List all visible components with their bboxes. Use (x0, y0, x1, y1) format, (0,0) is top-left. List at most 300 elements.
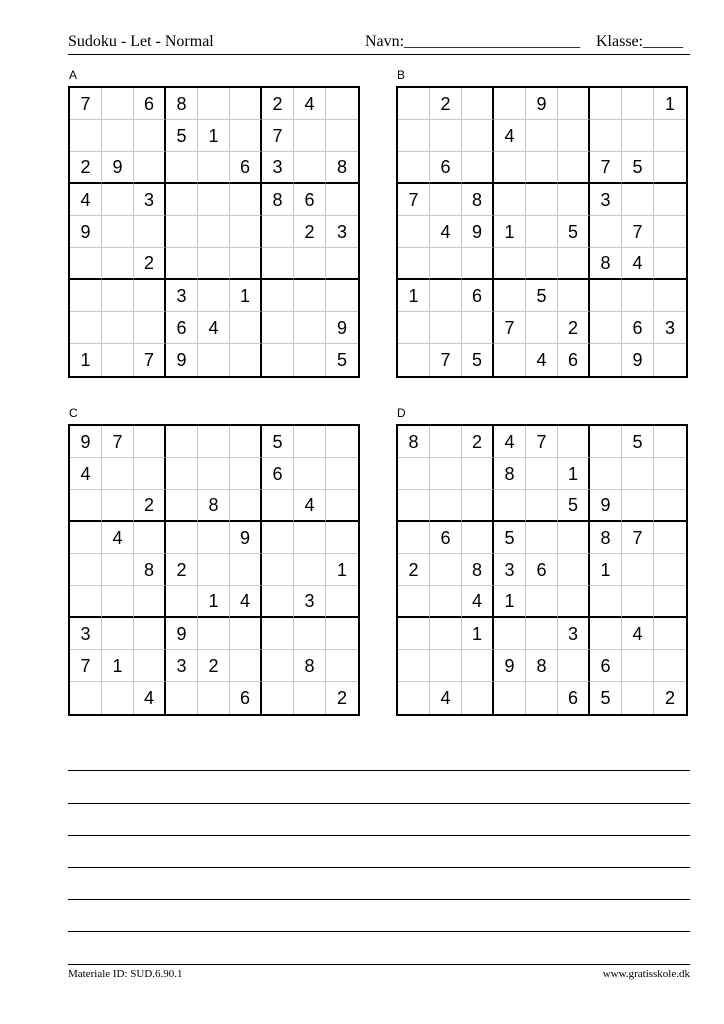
sudoku-cell (590, 344, 622, 376)
sudoku-cell (430, 312, 462, 344)
sudoku-cell: 6 (526, 554, 558, 586)
sudoku-cell (198, 618, 230, 650)
sudoku-cell (430, 458, 462, 490)
sudoku-cell (134, 618, 166, 650)
sudoku-cell (326, 248, 358, 280)
sudoku-cell (134, 152, 166, 184)
sudoku-cell (430, 618, 462, 650)
sudoku-cell: 8 (590, 522, 622, 554)
sudoku-cell: 4 (622, 248, 654, 280)
sudoku-cell (590, 458, 622, 490)
sudoku-cell (102, 490, 134, 522)
sudoku-cell (462, 248, 494, 280)
sudoku-cell: 9 (166, 618, 198, 650)
writing-line (68, 770, 690, 771)
sudoku-cell: 3 (326, 216, 358, 248)
sudoku-cell (262, 682, 294, 714)
sudoku-cell (326, 88, 358, 120)
sudoku-cell (294, 554, 326, 586)
sudoku-cell: 1 (198, 586, 230, 618)
sudoku-cell (102, 280, 134, 312)
sudoku-cell: 7 (398, 184, 430, 216)
sudoku-cell (198, 248, 230, 280)
sudoku-cell: 1 (326, 554, 358, 586)
sudoku-cell: 7 (622, 216, 654, 248)
sudoku-cell (558, 152, 590, 184)
sudoku-cell: 1 (654, 88, 686, 120)
sudoku-cell (326, 586, 358, 618)
sudoku-cell (590, 88, 622, 120)
sudoku-cell: 5 (462, 344, 494, 376)
sudoku-cell (654, 248, 686, 280)
sudoku-cell (558, 280, 590, 312)
sudoku-cell (102, 618, 134, 650)
sudoku-cell (526, 458, 558, 490)
sudoku-cell (262, 522, 294, 554)
sudoku-cell (526, 152, 558, 184)
sudoku-cell (70, 554, 102, 586)
puzzle-a-label: A (69, 68, 78, 82)
header-rule (68, 54, 690, 55)
sudoku-cell: 2 (134, 490, 166, 522)
sudoku-cell (494, 490, 526, 522)
sudoku-cell: 1 (198, 120, 230, 152)
sudoku-cell (198, 88, 230, 120)
sudoku-grid-d (396, 424, 688, 716)
footer-rule (68, 964, 690, 965)
sudoku-cell (326, 184, 358, 216)
sudoku-cell (70, 280, 102, 312)
sudoku-cell: 2 (294, 216, 326, 248)
sudoku-cell: 6 (430, 152, 462, 184)
sudoku-cell (230, 312, 262, 344)
sudoku-cell (398, 618, 430, 650)
sudoku-cell (654, 152, 686, 184)
sudoku-cell: 5 (622, 426, 654, 458)
sudoku-cell (494, 88, 526, 120)
sudoku-cell (622, 280, 654, 312)
sudoku-cell (622, 586, 654, 618)
sudoku-cell (198, 522, 230, 554)
sudoku-cell: 4 (622, 618, 654, 650)
sudoku-cell: 4 (494, 120, 526, 152)
sudoku-cell (70, 490, 102, 522)
sudoku-cell (526, 682, 558, 714)
sudoku-cell: 4 (430, 216, 462, 248)
sudoku-cell: 4 (430, 682, 462, 714)
sudoku-cell: 9 (70, 426, 102, 458)
sudoku-cell: 4 (462, 586, 494, 618)
writing-line (68, 931, 690, 932)
sudoku-cell (294, 618, 326, 650)
sudoku-grid-b (396, 86, 688, 378)
sudoku-cell (230, 120, 262, 152)
sudoku-cell (230, 88, 262, 120)
sudoku-cell (430, 586, 462, 618)
sudoku-cell (526, 120, 558, 152)
sudoku-cell (558, 586, 590, 618)
sudoku-cell (166, 682, 198, 714)
sudoku-cell (294, 280, 326, 312)
sudoku-cell (134, 216, 166, 248)
sudoku-cell: 1 (398, 280, 430, 312)
sudoku-cell (654, 426, 686, 458)
sudoku-cell (102, 458, 134, 490)
sudoku-cell: 2 (262, 88, 294, 120)
sudoku-cell: 3 (558, 618, 590, 650)
sudoku-cell: 4 (294, 88, 326, 120)
sudoku-cell (654, 216, 686, 248)
sudoku-cell: 7 (102, 426, 134, 458)
sudoku-cell: 3 (294, 586, 326, 618)
sudoku-cell (166, 490, 198, 522)
sudoku-cell: 9 (590, 490, 622, 522)
sudoku-cell: 5 (526, 280, 558, 312)
sudoku-cell (526, 312, 558, 344)
sudoku-cell (262, 312, 294, 344)
sudoku-cell (462, 682, 494, 714)
sudoku-cell (102, 184, 134, 216)
sudoku-cell (398, 344, 430, 376)
sudoku-cell (558, 88, 590, 120)
sudoku-cell (398, 490, 430, 522)
sudoku-cell: 5 (590, 682, 622, 714)
sudoku-cell: 8 (494, 458, 526, 490)
sudoku-cell (622, 650, 654, 682)
sudoku-cell (590, 586, 622, 618)
sudoku-cell (166, 216, 198, 248)
writing-line (68, 867, 690, 868)
sudoku-cell (230, 216, 262, 248)
sudoku-cell: 7 (494, 312, 526, 344)
sudoku-cell (230, 248, 262, 280)
puzzle-d-label: D (397, 406, 406, 420)
sudoku-cell (102, 554, 134, 586)
sudoku-cell (622, 458, 654, 490)
sudoku-cell: 6 (622, 312, 654, 344)
sudoku-cell (134, 426, 166, 458)
sudoku-cell (558, 650, 590, 682)
sudoku-cell (526, 586, 558, 618)
sudoku-cell (590, 618, 622, 650)
sudoku-cell (430, 554, 462, 586)
sudoku-cell: 7 (430, 344, 462, 376)
sudoku-cell (230, 490, 262, 522)
sudoku-cell (654, 490, 686, 522)
sudoku-cell (70, 586, 102, 618)
sudoku-cell (134, 120, 166, 152)
sudoku-cell (326, 522, 358, 554)
sudoku-cell: 8 (166, 88, 198, 120)
sudoku-cell: 8 (526, 650, 558, 682)
sudoku-cell: 1 (102, 650, 134, 682)
website-url: www.gratisskole.dk (602, 968, 690, 980)
sudoku-cell: 2 (430, 88, 462, 120)
material-id: Materiale ID: SUD.6.90.1 (68, 968, 183, 980)
sudoku-cell (326, 490, 358, 522)
sudoku-cell: 5 (558, 216, 590, 248)
sudoku-cell: 7 (590, 152, 622, 184)
sudoku-cell (230, 554, 262, 586)
sudoku-cell: 1 (494, 216, 526, 248)
sudoku-cell: 3 (590, 184, 622, 216)
sudoku-cell (462, 650, 494, 682)
sudoku-cell (494, 618, 526, 650)
sudoku-cell: 9 (326, 312, 358, 344)
sudoku-cell (494, 184, 526, 216)
sudoku-cell (198, 682, 230, 714)
sudoku-cell: 1 (494, 586, 526, 618)
sudoku-cell: 3 (70, 618, 102, 650)
sudoku-cell (558, 426, 590, 458)
sudoku-cell (462, 152, 494, 184)
sudoku-cell (102, 88, 134, 120)
sudoku-cell: 2 (166, 554, 198, 586)
sudoku-cell: 9 (102, 152, 134, 184)
sudoku-cell: 8 (134, 554, 166, 586)
sudoku-cell (262, 586, 294, 618)
sudoku-cell: 8 (398, 426, 430, 458)
sudoku-cell (526, 618, 558, 650)
sudoku-cell (526, 490, 558, 522)
sudoku-cell: 5 (336, 350, 347, 370)
sudoku-cell (462, 120, 494, 152)
sudoku-cell (262, 554, 294, 586)
sudoku-cell (494, 682, 526, 714)
sudoku-cell (462, 490, 494, 522)
sudoku-cell: 9 (494, 650, 526, 682)
sudoku-cell: 1 (558, 458, 590, 490)
sudoku-cell (166, 426, 198, 458)
sudoku-cell: 4 (494, 426, 526, 458)
sudoku-cell (198, 184, 230, 216)
sudoku-cell: 5 (622, 152, 654, 184)
sudoku-cell (430, 184, 462, 216)
sudoku-cell: 8 (462, 184, 494, 216)
sudoku-cell (326, 426, 358, 458)
worksheet-header (68, 30, 690, 54)
sudoku-cell (326, 650, 358, 682)
sudoku-cell: 4 (134, 682, 166, 714)
sudoku-cell (398, 522, 430, 554)
sudoku-cell (294, 152, 326, 184)
sudoku-cell (462, 458, 494, 490)
sudoku-cell (654, 554, 686, 586)
sudoku-cell (166, 152, 198, 184)
sudoku-cell: 6 (262, 458, 294, 490)
sudoku-cell: 9 (230, 522, 262, 554)
sudoku-cell: 2 (336, 688, 347, 708)
worksheet-title: Sudoku - Let - Normal (68, 33, 214, 50)
sudoku-cell (262, 344, 294, 376)
sudoku-cell (494, 344, 526, 376)
sudoku-cell: 9 (622, 344, 654, 376)
writing-line (68, 835, 690, 836)
sudoku-cell (654, 344, 686, 376)
sudoku-cell (230, 184, 262, 216)
sudoku-cell (230, 458, 262, 490)
sudoku-cell: 7 (70, 88, 102, 120)
name-field: Navn:______________________ (365, 33, 581, 50)
sudoku-cell: 5 (494, 522, 526, 554)
sudoku-cell: 5 (558, 490, 590, 522)
sudoku-cell (398, 458, 430, 490)
sudoku-cell: 1 (590, 554, 622, 586)
sudoku-cell (198, 280, 230, 312)
sudoku-cell (622, 120, 654, 152)
sudoku-cell (134, 312, 166, 344)
sudoku-cell (326, 280, 358, 312)
sudoku-cell (462, 88, 494, 120)
sudoku-cell: 4 (198, 312, 230, 344)
sudoku-cell (166, 586, 198, 618)
sudoku-cell: 1 (70, 344, 102, 376)
sudoku-cell (294, 522, 326, 554)
sudoku-cell (622, 490, 654, 522)
sudoku-cell (326, 120, 358, 152)
sudoku-cell: 6 (230, 682, 262, 714)
sudoku-cell (294, 312, 326, 344)
sudoku-cell (398, 88, 430, 120)
sudoku-cell (462, 522, 494, 554)
sudoku-cell (558, 522, 590, 554)
sudoku-cell: 8 (326, 152, 358, 184)
sudoku-cell (430, 490, 462, 522)
sudoku-cell: 4 (526, 344, 558, 376)
sudoku-cell: 2 (664, 688, 675, 708)
sudoku-cell: 6 (230, 152, 262, 184)
sudoku-cell (102, 216, 134, 248)
sudoku-cell (398, 216, 430, 248)
sudoku-cell (102, 312, 134, 344)
sudoku-cell: 6 (294, 184, 326, 216)
sudoku-cell: 9 (526, 88, 558, 120)
sudoku-cell (398, 650, 430, 682)
sudoku-cell (134, 650, 166, 682)
sudoku-cell (526, 184, 558, 216)
sudoku-cell (70, 248, 102, 280)
sudoku-cell (262, 650, 294, 682)
sudoku-cell (622, 184, 654, 216)
sudoku-cell: 4 (102, 522, 134, 554)
sudoku-cell (230, 344, 262, 376)
sudoku-cell: 7 (526, 426, 558, 458)
sudoku-cell (526, 248, 558, 280)
sudoku-cell: 3 (134, 184, 166, 216)
sudoku-cell (590, 216, 622, 248)
writing-line (68, 803, 690, 804)
sudoku-cell (166, 248, 198, 280)
sudoku-cell (654, 184, 686, 216)
sudoku-cell: 3 (654, 312, 686, 344)
class-field: Klasse:_____ (596, 33, 684, 50)
sudoku-cell: 4 (70, 184, 102, 216)
sudoku-cell (198, 344, 230, 376)
sudoku-cell (102, 248, 134, 280)
sudoku-cell: 1 (462, 618, 494, 650)
sudoku-cell (430, 650, 462, 682)
sudoku-cell: 3 (494, 554, 526, 586)
sudoku-cell (654, 522, 686, 554)
sudoku-cell: 6 (558, 682, 590, 714)
sudoku-cell: 6 (134, 88, 166, 120)
sudoku-cell: 3 (262, 152, 294, 184)
sudoku-cell: 3 (166, 280, 198, 312)
sudoku-cell (134, 586, 166, 618)
sudoku-cell: 9 (462, 216, 494, 248)
sudoku-cell (430, 120, 462, 152)
sudoku-cell (526, 216, 558, 248)
sudoku-cell (134, 458, 166, 490)
sudoku-cell: 3 (166, 650, 198, 682)
sudoku-cell (166, 522, 198, 554)
sudoku-cell (102, 120, 134, 152)
sudoku-cell: 7 (262, 120, 294, 152)
sudoku-cell (70, 522, 102, 554)
sudoku-cell: 2 (398, 554, 430, 586)
puzzle-b-label: B (397, 68, 406, 82)
sudoku-cell (590, 312, 622, 344)
sudoku-cell (398, 586, 430, 618)
sudoku-cell (134, 280, 166, 312)
sudoku-cell (294, 344, 326, 376)
sudoku-cell (590, 120, 622, 152)
sudoku-cell: 9 (166, 344, 198, 376)
sudoku-cell (326, 458, 358, 490)
sudoku-cell: 6 (558, 344, 590, 376)
sudoku-cell: 7 (70, 650, 102, 682)
sudoku-cell (230, 650, 262, 682)
sudoku-cell (654, 586, 686, 618)
sudoku-cell (230, 426, 262, 458)
sudoku-cell (622, 554, 654, 586)
sudoku-cell (262, 248, 294, 280)
sudoku-cell (654, 458, 686, 490)
sudoku-cell (654, 618, 686, 650)
sudoku-cell: 6 (166, 312, 198, 344)
sudoku-cell: 7 (134, 344, 166, 376)
sudoku-cell (590, 426, 622, 458)
sudoku-cell (526, 522, 558, 554)
sudoku-cell (198, 554, 230, 586)
sudoku-cell (166, 458, 198, 490)
sudoku-cell (430, 426, 462, 458)
puzzle-c-label: C (69, 406, 78, 420)
sudoku-cell: 6 (462, 280, 494, 312)
sudoku-cell: 1 (230, 280, 262, 312)
sudoku-cell (430, 280, 462, 312)
sudoku-cell (198, 216, 230, 248)
sudoku-cell (398, 248, 430, 280)
sudoku-cell (398, 152, 430, 184)
sudoku-cell (558, 554, 590, 586)
sudoku-cell: 6 (430, 522, 462, 554)
sudoku-cell: 9 (70, 216, 102, 248)
sudoku-cell (558, 248, 590, 280)
sudoku-cell (166, 184, 198, 216)
sudoku-grid-c (68, 424, 360, 716)
sudoku-cell (262, 490, 294, 522)
sudoku-cell: 2 (134, 248, 166, 280)
sudoku-cell (654, 120, 686, 152)
sudoku-cell (430, 248, 462, 280)
sudoku-cell: 8 (198, 490, 230, 522)
sudoku-cell (294, 120, 326, 152)
sudoku-cell (230, 618, 262, 650)
sudoku-cell: 4 (294, 490, 326, 522)
sudoku-cell (590, 280, 622, 312)
sudoku-cell (294, 248, 326, 280)
